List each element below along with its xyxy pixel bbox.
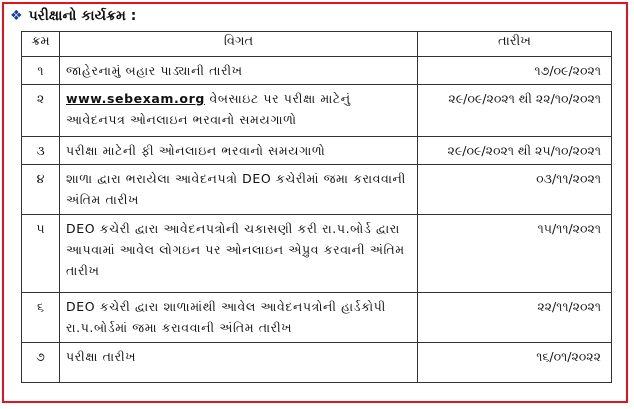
row-detail: શાળા દ્વારા ભરાયેલા આવેદનપત્રો DEO કચેરીમાં જમા કરાવવાની અંતિમ તારીખ xyxy=(60,165,418,215)
row-detail-text: વેબસાઇટ પર પરીક્ષા માટેનું આવેદનપત્ર ઓનલાઇન ભરવાનો સમયગાળો xyxy=(66,91,351,127)
row-date: ૧૭/૦૯/૨૦૨૧ xyxy=(418,57,612,85)
website-link[interactable]: www.sebexam.org xyxy=(66,91,205,106)
row-serial: ૩ xyxy=(22,137,60,165)
table-row xyxy=(22,137,612,165)
row-serial: ૧ xyxy=(22,57,60,85)
row-date: ૨૯/૦૯/૨૦૨૧ થી ૨૨/૧૦/૨૦૨૧ xyxy=(418,85,612,137)
table-row xyxy=(22,293,612,343)
row-detail: પરીક્ષા તારીખ xyxy=(60,343,418,383)
row-serial: ૭ xyxy=(22,343,60,383)
schedule-table xyxy=(21,31,612,383)
table-row xyxy=(22,57,612,85)
row-detail: DEO કચેરી દ્વારા શાળામાંથી આવેલ આવેદનપત્રોની હાર્ડકોપી રા.પ.બોર્ડમાં જમા કરાવવાની અંતિમ તારીખ xyxy=(60,293,418,343)
table-row xyxy=(22,85,612,137)
row-date: ૧૬/૦૧/૨૦૨૨ xyxy=(418,343,612,383)
header-serial: ક્રમ xyxy=(22,32,60,57)
row-detail: જાહેરનામું બહાર પાડ્યાની તારીખ xyxy=(60,57,418,85)
table-header-row xyxy=(22,32,612,57)
section-heading xyxy=(10,8,136,24)
row-detail xyxy=(60,85,418,137)
row-serial: ૬ xyxy=(22,293,60,343)
row-date: ૧૫/૧૧/૨૦૨૧ xyxy=(418,215,612,293)
row-serial: ૪ xyxy=(22,165,60,215)
row-detail: DEO કચેરી દ્વારા આવેદનપત્રોની ચકાસણી કરી રા.પ.બોર્ડ દ્વારા આપવામાં આવેલ લોગઇન પર ઓનલાઇન એપ્રુવ કરવાની અંતિમ તારીખ xyxy=(60,215,418,293)
header-detail: વિગત xyxy=(60,32,418,57)
table-row xyxy=(22,343,612,383)
row-date: ૨૯/૦૯/૨૦૨૧ થી ૨૫/૧૦/૨૦૨૧ xyxy=(418,137,612,165)
table-row xyxy=(22,215,612,293)
table-row xyxy=(22,165,612,215)
row-date: ૦૩/૧૧/૨૦૨૧ xyxy=(418,165,612,215)
diamond-bullet-icon: ❖ xyxy=(10,8,23,24)
heading-text: પરીક્ષાનો કાર્યક્રમ : xyxy=(28,8,137,24)
row-serial: ૫ xyxy=(22,215,60,293)
row-serial: ૨ xyxy=(22,85,60,137)
header-date: તારીખ xyxy=(418,32,612,57)
row-date: ૨૨/૧૧/૨૦૨૧ xyxy=(418,293,612,343)
row-detail: પરીક્ષા માટેની ફી ઓનલાઇન ભરવાનો સમયગાળો xyxy=(60,137,418,165)
